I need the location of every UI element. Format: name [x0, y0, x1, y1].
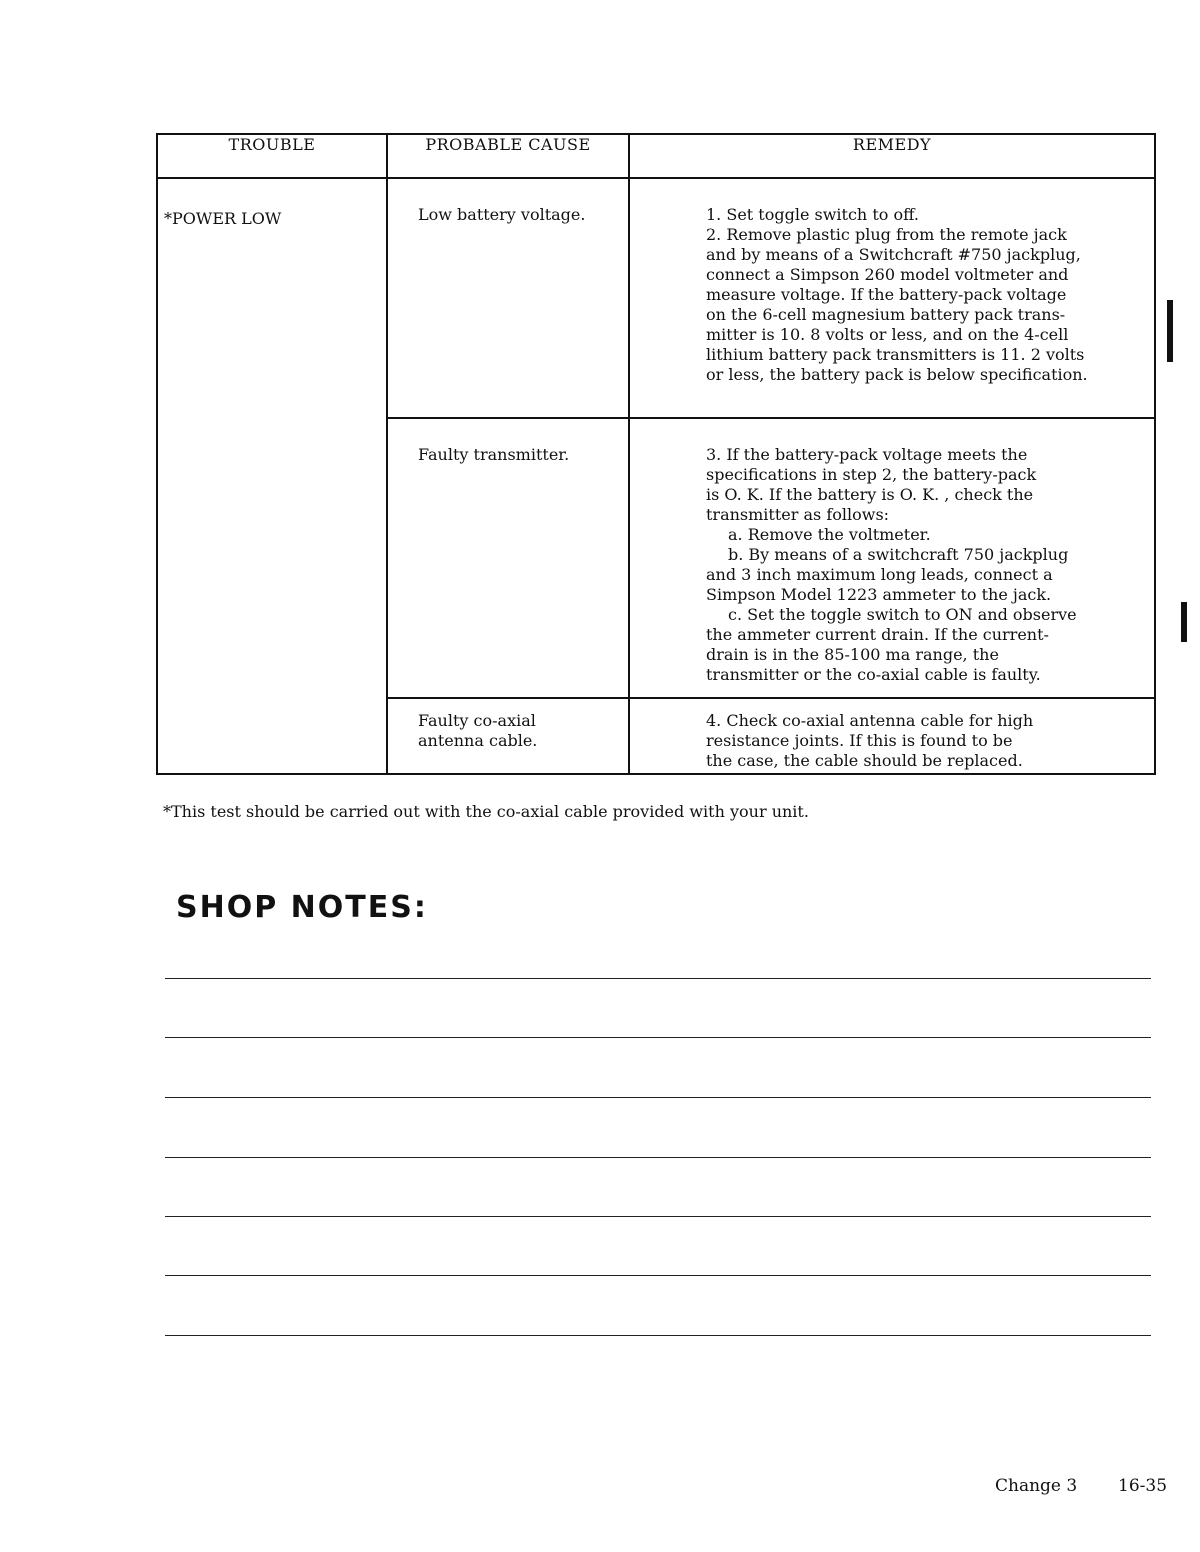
note-line [165, 1037, 1151, 1038]
troubleshooting-table [156, 133, 1156, 775]
remedy-subitem: a. Remove the voltmeter. [728, 525, 931, 544]
cause-cell: Faulty co-axial antenna cable. [387, 698, 629, 774]
remedy-line: specifications in step 2, the battery-pack [706, 465, 1037, 484]
remedy-line: mitter is 10. 8 volts or less, and on the 4-cell [706, 325, 1069, 344]
change-label: Change 3 [995, 1476, 1078, 1496]
remedy-line: the case, the cable should be replaced. [706, 751, 1023, 770]
change-bar [1167, 300, 1173, 362]
table-header-row [157, 134, 1155, 178]
remedy-line: or less, the battery pack is below specification. [706, 365, 1088, 384]
trouble-cell: *POWER LOW [157, 178, 387, 774]
remedy-line: 3. If the battery-pack voltage meets the [706, 445, 1028, 464]
change-bar [1181, 602, 1187, 642]
shop-notes-title: SHOP NOTES: [176, 890, 428, 925]
note-line [165, 1275, 1151, 1276]
remedy-line: 1. Set toggle switch to off. [706, 205, 919, 224]
note-line [165, 1335, 1151, 1336]
note-line [165, 1157, 1151, 1158]
remedy-line: transmitter or the co-axial cable is faulty. [706, 665, 1041, 684]
remedy-line: 4. Check co-axial antenna cable for high [706, 711, 1034, 730]
remedy-line: is O. K. If the battery is O. K. , check the [706, 485, 1034, 504]
remedy-line: the ammeter current drain. If the current- [706, 625, 1049, 644]
remedy-line: and by means of a Switchcraft #750 jackplug, [706, 245, 1081, 264]
remedy-cell [629, 698, 1155, 774]
header-probable-cause: PROBABLE CAUSE [387, 134, 629, 178]
remedy-line: on the 6-cell magnesium battery pack trans- [706, 305, 1066, 324]
remedy-cell [629, 418, 1155, 698]
remedy-line: transmitter as follows: [706, 505, 890, 524]
note-line [165, 1216, 1151, 1217]
header-trouble: TROUBLE [157, 134, 387, 178]
remedy-line: 2. Remove plastic plug from the remote jack [706, 225, 1067, 244]
remedy-subitem: c. Set the toggle switch to ON and observe [728, 605, 1077, 624]
remedy-line: drain is in the 85-100 ma range, the [706, 645, 999, 664]
cause-cell: Faulty transmitter. [387, 418, 629, 698]
footnote: *This test should be carried out with the co-axial cable provided with your unit. [163, 802, 809, 821]
header-remedy: REMEDY [629, 134, 1155, 178]
page-number: 16-35 [1118, 1476, 1168, 1496]
remedy-line: Simpson Model 1223 ammeter to the jack. [706, 585, 1052, 604]
remedy-line: connect a Simpson 260 model voltmeter and [706, 265, 1069, 284]
cause-cell: Low battery voltage. [387, 178, 629, 418]
remedy-line: and 3 inch maximum long leads, connect a [706, 565, 1053, 584]
remedy-line: measure voltage. If the battery-pack voltage [706, 285, 1067, 304]
table-row [157, 178, 1155, 418]
remedy-line: lithium battery pack transmitters is 11. 2 volts [706, 345, 1085, 364]
remedy-cell [629, 178, 1155, 418]
note-line [165, 978, 1151, 979]
remedy-subitem: b. By means of a switchcraft 750 jackplug [728, 545, 1069, 564]
remedy-line: resistance joints. If this is found to be [706, 731, 1013, 750]
note-line [165, 1097, 1151, 1098]
